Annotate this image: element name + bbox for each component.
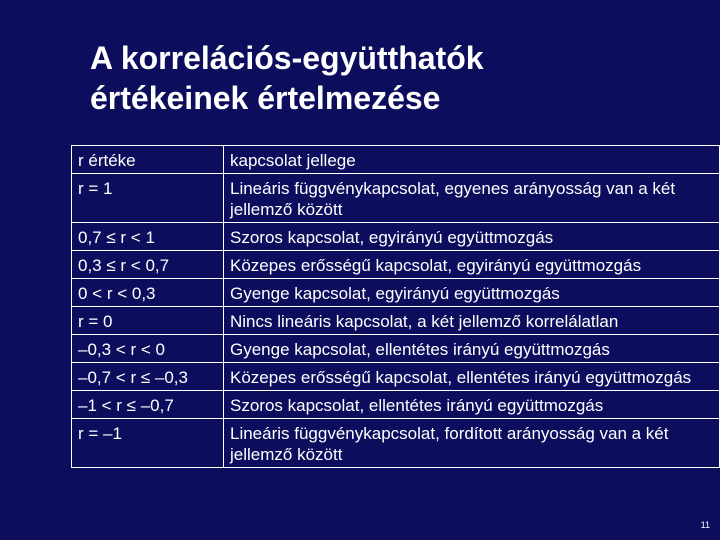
meaning-cell: kapcsolat jellege [224, 146, 720, 174]
table-row [72, 174, 720, 223]
r-value-cell: 0 < r < 0,3 [72, 279, 224, 307]
meaning-cell: Gyenge kapcsolat, egyirányú együttmozgás [224, 279, 720, 307]
table-row [72, 307, 720, 335]
r-value-cell: 0,7 ≤ r < 1 [72, 223, 224, 251]
table-row [72, 251, 720, 279]
table-header-row [72, 146, 720, 174]
r-value-cell: r = 1 [72, 174, 224, 223]
meaning-cell: Szoros kapcsolat, ellentétes irányú együttmozgás [224, 391, 720, 419]
table-row [72, 363, 720, 391]
correlation-table [71, 145, 720, 468]
table-row [72, 391, 720, 419]
r-value-cell: r = 0 [72, 307, 224, 335]
slide-title-line-2: értékeinek értelmezése [90, 80, 441, 116]
meaning-cell: Lineáris függvénykapcsolat, fordított arányosság van a két jellemző között [224, 419, 720, 468]
meaning-cell: Közepes erősségű kapcsolat, egyirányú együttmozgás [224, 251, 720, 279]
meaning-cell: Szoros kapcsolat, egyirányú együttmozgás [224, 223, 720, 251]
table-row [72, 223, 720, 251]
meaning-cell: Nincs lineáris kapcsolat, a két jellemző korrelálatlan [224, 307, 720, 335]
r-value-cell: r értéke [72, 146, 224, 174]
table-row [72, 279, 720, 307]
slide-title [90, 38, 690, 118]
slide-title-line-1: A korrelációs-együtthatók [90, 40, 484, 76]
meaning-cell: Közepes erősségű kapcsolat, ellentétes irányú együttmozgás [224, 363, 720, 391]
r-value-cell: –1 < r ≤ –0,7 [72, 391, 224, 419]
meaning-cell: Gyenge kapcsolat, ellentétes irányú együttmozgás [224, 335, 720, 363]
page-number: 11 [700, 520, 710, 530]
table-row [72, 335, 720, 363]
r-value-cell: r = –1 [72, 419, 224, 468]
table-row [72, 419, 720, 468]
r-value-cell: –0,3 < r < 0 [72, 335, 224, 363]
meaning-cell: Lineáris függvénykapcsolat, egyenes arányosság van a két jellemző között [224, 174, 720, 223]
r-value-cell: 0,3 ≤ r < 0,7 [72, 251, 224, 279]
r-value-cell: –0,7 < r ≤ –0,3 [72, 363, 224, 391]
